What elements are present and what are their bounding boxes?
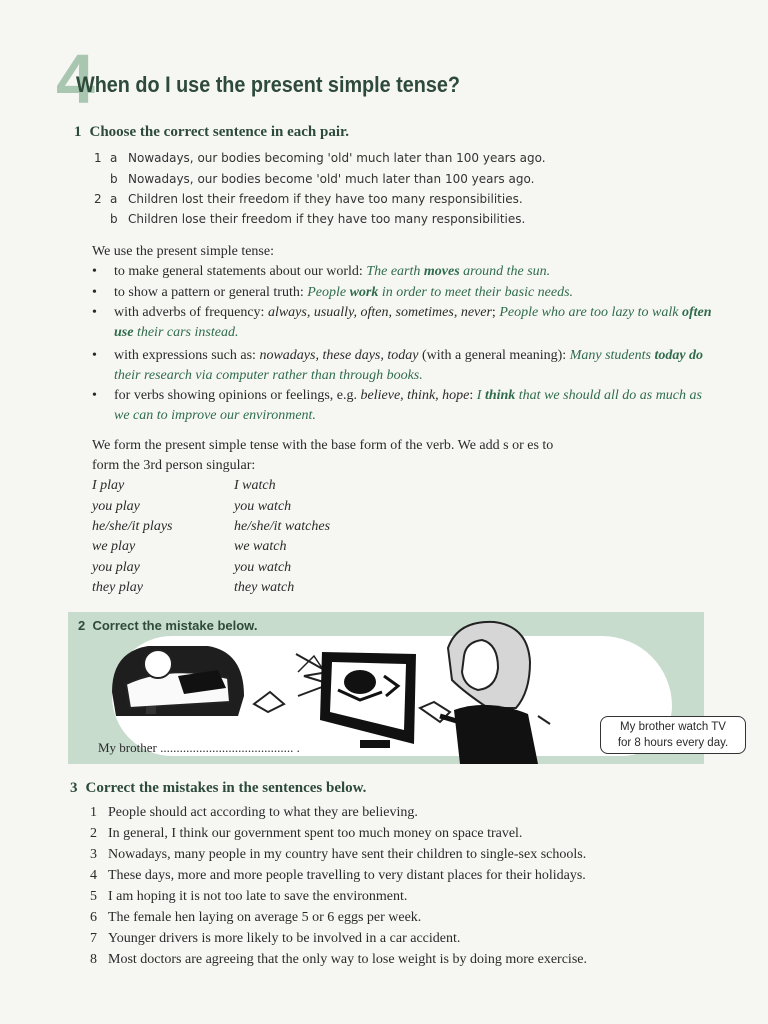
exercise3-item bbox=[90, 868, 586, 884]
conjugation-watch: you watch bbox=[234, 499, 292, 514]
bullet-text: with expressions such as: bbox=[114, 348, 260, 363]
conjugation-play: we play bbox=[92, 539, 136, 554]
example-text: People who are too lazy to walk bbox=[499, 305, 682, 320]
exercise3-item bbox=[90, 826, 522, 842]
adverb-list: always, usually, often, sometimes, never bbox=[267, 305, 492, 320]
exercise3-item bbox=[90, 952, 587, 968]
item-number: 2 bbox=[90, 826, 97, 841]
item-number: 5 bbox=[90, 889, 97, 904]
example-text: I bbox=[476, 388, 485, 403]
unit-number: 4 bbox=[56, 40, 95, 118]
item-number: 8 bbox=[90, 952, 97, 967]
speech-line-1: My brother watch TV bbox=[620, 721, 726, 733]
usage-intro: We use the present simple tense: bbox=[92, 244, 274, 259]
conjugation-play: I play bbox=[92, 478, 125, 493]
item-number: 4 bbox=[90, 868, 97, 883]
usage-bullet bbox=[92, 346, 712, 386]
item-text: The female hen laying on average 5 or 6 eggs per week. bbox=[108, 910, 422, 925]
speech-bubble bbox=[600, 716, 746, 754]
usage-bullet bbox=[92, 262, 712, 282]
item-text: Most doctors are agreeing that the only way to lose weight is by doing more exercise. bbox=[108, 952, 587, 967]
example-verb: think bbox=[484, 388, 516, 403]
exercise3-item bbox=[90, 889, 407, 905]
example-verb: today do bbox=[654, 348, 704, 363]
exercise1-item bbox=[94, 172, 534, 186]
item-text: People should act according to what they are believing. bbox=[108, 805, 418, 820]
expression-list: nowadays, these days, today bbox=[259, 348, 419, 363]
bullet-dot: • bbox=[92, 305, 97, 320]
exercise2-prompt: My brother ......................................... . bbox=[98, 740, 300, 755]
item-letter: b bbox=[110, 212, 118, 226]
item-number: 1 bbox=[90, 805, 97, 820]
conjugation-watch: they watch bbox=[234, 580, 295, 595]
section1-number: 1 bbox=[74, 124, 82, 140]
verb-list: believe, think, hope bbox=[360, 388, 470, 403]
section1-title bbox=[74, 124, 349, 141]
conjugation-play: you play bbox=[92, 560, 140, 575]
exercise2-panel bbox=[68, 612, 729, 764]
item-text: I am hoping it is not too late to save the environment. bbox=[108, 889, 408, 904]
bullet-dot: • bbox=[92, 264, 97, 279]
exercise3-item bbox=[90, 931, 460, 947]
bullet-text: with adverbs of frequency: bbox=[114, 305, 268, 320]
exercise3-item bbox=[90, 910, 421, 926]
item-number: 2 bbox=[94, 192, 102, 206]
usage-bullet bbox=[92, 386, 712, 426]
example-text: around the sun. bbox=[459, 264, 551, 279]
bullet-text: for verbs showing opinions or feelings, e.g. bbox=[114, 388, 361, 403]
bullet-text: : bbox=[469, 388, 477, 403]
item-number: 7 bbox=[90, 931, 97, 946]
item-text: Children lost their freedom if they have too many responsibilities. bbox=[128, 192, 523, 206]
exercise1-item bbox=[94, 192, 523, 206]
speech-line-2: for 8 hours every day. bbox=[617, 737, 729, 749]
example-verb: moves bbox=[423, 264, 460, 279]
bullet-text: to show a pattern or general truth: bbox=[114, 285, 308, 300]
item-text: These days, more and more people travelling to very distant places for their holidays. bbox=[108, 868, 586, 883]
item-number: 3 bbox=[90, 847, 97, 862]
example-verb: often use bbox=[114, 305, 712, 340]
usage-bullet bbox=[92, 283, 712, 303]
item-text: Children lose their freedom if they have too many responsibilities. bbox=[128, 212, 526, 226]
exercise3-item bbox=[90, 805, 418, 821]
page-title: When do I use the present simple tense? bbox=[76, 72, 460, 97]
section1-title-text: Choose the correct sentence in each pair. bbox=[89, 124, 350, 140]
bullet-text: (with a general meaning): bbox=[418, 348, 570, 363]
conjugation-play: you play bbox=[92, 499, 140, 514]
form-line-2: form the 3rd person singular: bbox=[92, 458, 256, 473]
item-number: 6 bbox=[90, 910, 97, 925]
item-text: Nowadays, our bodies become 'old' much later than 100 years ago. bbox=[128, 172, 535, 186]
bullet-dot: • bbox=[92, 285, 97, 300]
item-letter: b bbox=[110, 172, 118, 186]
example-text: their research via computer rather than through books. bbox=[114, 368, 423, 383]
exercise1-item bbox=[94, 151, 546, 165]
section3-title-text: Correct the mistakes in the sentences below. bbox=[85, 780, 367, 796]
bullet-dot: • bbox=[92, 348, 97, 363]
section3-title bbox=[70, 780, 366, 797]
form-line-1: We form the present simple tense with the base form of the verb. We add s or es to bbox=[92, 438, 554, 453]
exercise3-item bbox=[90, 847, 586, 863]
example-text: that we should all do as much as we can to improve our environment. bbox=[114, 388, 702, 423]
bullet-text: to make general statements about our world: bbox=[114, 264, 367, 279]
conjugation-watch: you watch bbox=[234, 560, 292, 575]
usage-bullet bbox=[92, 303, 712, 343]
example-text: their cars instead. bbox=[133, 325, 239, 340]
item-text: Younger drivers is more likely to be involved in a car accident. bbox=[108, 931, 461, 946]
conjugation-watch: he/she/it watches bbox=[234, 519, 331, 534]
example-verb: work bbox=[349, 285, 379, 300]
item-letter: a bbox=[110, 151, 118, 165]
section2-number: 2 bbox=[78, 618, 86, 633]
item-text: In general, I think our government spent too much money on space travel. bbox=[108, 826, 523, 841]
conjugation-watch: I watch bbox=[234, 478, 276, 493]
item-number: 1 bbox=[94, 151, 102, 165]
section2-title-text: Correct the mistake below. bbox=[92, 618, 258, 633]
item-text: Nowadays, our bodies becoming 'old' much later than 100 years ago. bbox=[128, 151, 546, 165]
conjugation-play: he/she/it plays bbox=[92, 519, 173, 534]
item-letter: a bbox=[110, 192, 118, 206]
section3-number: 3 bbox=[70, 780, 78, 796]
bullet-text: ; bbox=[491, 305, 500, 320]
example-text: Many students bbox=[569, 348, 655, 363]
example-text: The earth bbox=[366, 264, 424, 279]
example-text: in order to meet their basic needs. bbox=[378, 285, 574, 300]
conjugation-play: they play bbox=[92, 580, 143, 595]
exercise1-item bbox=[94, 212, 525, 226]
example-text: People bbox=[307, 285, 350, 300]
conjugation-watch: we watch bbox=[234, 539, 287, 554]
item-text: Nowadays, many people in my country have sent their children to single-sex schools. bbox=[108, 847, 587, 862]
bullet-dot: • bbox=[92, 388, 97, 403]
